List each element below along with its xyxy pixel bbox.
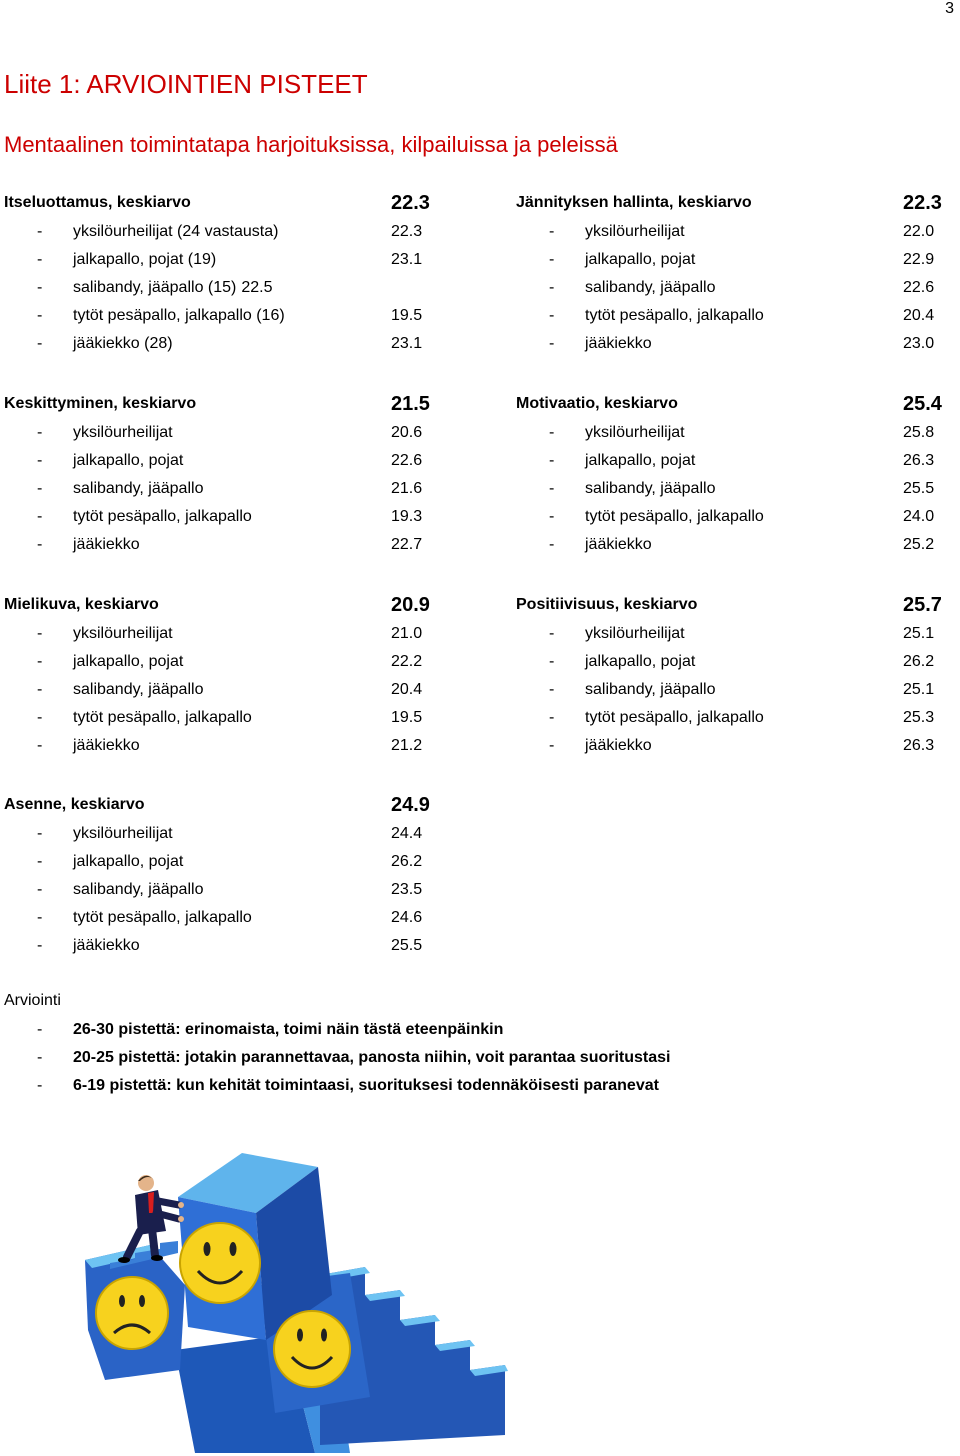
item-value: 25.2 bbox=[903, 536, 935, 553]
page-number: 3 bbox=[945, 0, 954, 17]
tie bbox=[148, 1192, 154, 1213]
smiley-face bbox=[274, 1311, 350, 1387]
item-value: 23.5 bbox=[391, 881, 423, 898]
list-item bbox=[4, 503, 444, 531]
bullet-dash: - bbox=[37, 335, 43, 352]
item-label: salibandy, jääpallo bbox=[73, 480, 204, 497]
item-label-group bbox=[73, 274, 273, 302]
item-label: tytöt pesäpallo, jalkapallo (16) bbox=[73, 307, 285, 324]
section-average: 25.4 bbox=[903, 393, 942, 415]
section-asenne bbox=[4, 790, 444, 960]
section-heading: Keskittyminen, keskiarvo bbox=[4, 395, 197, 412]
bullet-dash: - bbox=[37, 251, 43, 268]
list-item bbox=[4, 330, 444, 358]
bullet-dash: - bbox=[549, 424, 555, 441]
item-label: jalkapallo, pojat bbox=[585, 251, 696, 268]
item-label: tytöt pesäpallo, jalkapallo bbox=[73, 909, 252, 926]
item-label: salibandy, jääpallo bbox=[585, 279, 716, 296]
arm bbox=[158, 1201, 179, 1205]
item-value: 22.2 bbox=[391, 653, 423, 670]
item-value: 26.2 bbox=[903, 653, 935, 670]
section-heading: Itseluottamus, keskiarvo bbox=[4, 194, 191, 211]
item-label: salibandy, jääpallo bbox=[73, 881, 204, 898]
item-label: jääkiekko (28) bbox=[73, 335, 173, 352]
section-motivaatio bbox=[516, 389, 956, 559]
list-item bbox=[4, 1072, 904, 1100]
item-label: tytöt pesäpallo, jalkapallo bbox=[585, 307, 764, 324]
section-itseluottamus bbox=[4, 188, 444, 358]
page-title: Liite 1: ARVIOINTIEN PISTEET bbox=[4, 69, 368, 99]
item-value: 25.5 bbox=[903, 480, 935, 497]
bullet-dash: - bbox=[37, 625, 43, 642]
bullet-dash: - bbox=[549, 223, 555, 240]
list-item bbox=[4, 531, 444, 559]
item-label: jalkapallo, pojat bbox=[585, 653, 696, 670]
item-label: jääkiekko bbox=[585, 536, 652, 553]
item-value: 23.1 bbox=[391, 335, 423, 352]
smiley-eye bbox=[297, 1329, 303, 1342]
bullet-dash: - bbox=[37, 452, 43, 469]
item-value: 19.5 bbox=[391, 307, 423, 324]
section-heading-row bbox=[516, 188, 956, 218]
bullet-dash: - bbox=[549, 737, 555, 754]
list-item bbox=[4, 302, 444, 330]
item-label: jalkapallo, pojat bbox=[73, 653, 184, 670]
bullet-dash: - bbox=[37, 279, 43, 296]
list-item bbox=[516, 732, 956, 760]
list-item bbox=[516, 447, 956, 475]
bullet-dash: - bbox=[549, 480, 555, 497]
bullet-dash: - bbox=[37, 825, 43, 842]
sad-eye bbox=[119, 1295, 125, 1307]
section-heading-row bbox=[4, 590, 444, 620]
sad-face bbox=[96, 1277, 168, 1349]
bullet-dash: - bbox=[37, 223, 43, 240]
shoe bbox=[118, 1257, 130, 1263]
section-keskittyminen bbox=[4, 389, 444, 559]
item-value: 24.6 bbox=[391, 909, 423, 926]
item-value: 22.7 bbox=[391, 536, 423, 553]
bullet-dash: - bbox=[37, 1049, 43, 1066]
section-heading-row bbox=[4, 389, 444, 419]
list-item bbox=[516, 330, 956, 358]
smiley-eye bbox=[321, 1329, 327, 1342]
list-item bbox=[4, 218, 444, 246]
section-average: 25.7 bbox=[903, 594, 942, 616]
item-label: tytöt pesäpallo, jalkapallo bbox=[73, 709, 252, 726]
section-heading-row bbox=[516, 590, 956, 620]
bullet-dash: - bbox=[549, 709, 555, 726]
section-heading-row bbox=[516, 389, 956, 419]
item-label: jalkapallo, pojat bbox=[585, 452, 696, 469]
item-value: 21.0 bbox=[391, 625, 423, 642]
bullet-dash: - bbox=[37, 480, 43, 497]
item-value: 23.0 bbox=[903, 335, 935, 352]
item-value: 25.5 bbox=[391, 937, 423, 954]
section-heading-row bbox=[4, 790, 444, 820]
item-label: yksilöurheilijat bbox=[585, 424, 685, 441]
item-label: jääkiekko bbox=[73, 536, 140, 553]
bullet-dash: - bbox=[37, 1021, 43, 1038]
bullet-dash: - bbox=[37, 307, 43, 324]
item-label: jääkiekko bbox=[73, 937, 140, 954]
section-heading: Positiivisuus, keskiarvo bbox=[516, 596, 698, 613]
list-item bbox=[4, 876, 444, 904]
item-value: 22.3 bbox=[391, 223, 423, 240]
item-value: 20.4 bbox=[903, 307, 935, 324]
item-label: tytöt pesäpallo, jalkapallo bbox=[585, 709, 764, 726]
item-value: 22.5 bbox=[241, 279, 273, 296]
evaluation-item: 6-19 pistettä: kun kehität toimintaasi, suorituksesi todennäköisesti paranevat bbox=[73, 1077, 659, 1094]
section-positiivisuus bbox=[516, 590, 956, 760]
item-value: 25.3 bbox=[903, 709, 935, 726]
bullet-dash: - bbox=[549, 536, 555, 553]
bullet-dash: - bbox=[37, 681, 43, 698]
shoe bbox=[151, 1255, 163, 1261]
hand bbox=[178, 1216, 184, 1222]
list-item bbox=[516, 302, 956, 330]
bullet-dash: - bbox=[37, 909, 43, 926]
list-item bbox=[516, 648, 956, 676]
item-value: 22.6 bbox=[903, 279, 935, 296]
section-average: 20.9 bbox=[391, 594, 430, 616]
section-average: 22.3 bbox=[391, 192, 430, 214]
page-subtitle: Mentaalinen toimintatapa harjoituksissa, kilpailuissa ja peleissä bbox=[4, 132, 618, 157]
item-value: 21.6 bbox=[391, 480, 423, 497]
section-average: 22.3 bbox=[903, 192, 942, 214]
item-label: yksilöurheilijat bbox=[585, 223, 685, 240]
list-item bbox=[4, 447, 444, 475]
item-label: salibandy, jääpallo bbox=[73, 681, 204, 698]
evaluation-section bbox=[4, 986, 904, 1100]
list-item bbox=[516, 475, 956, 503]
section-mielikuva bbox=[4, 590, 444, 760]
list-item bbox=[516, 503, 956, 531]
list-item bbox=[4, 704, 444, 732]
list-item bbox=[4, 419, 444, 447]
list-item bbox=[516, 246, 956, 274]
section-heading-row bbox=[4, 188, 444, 218]
section-heading: Jännityksen hallinta, keskiarvo bbox=[516, 194, 752, 211]
bullet-dash: - bbox=[37, 653, 43, 670]
list-item bbox=[4, 820, 444, 848]
evaluation-heading: Arviointi bbox=[4, 992, 61, 1009]
bullet-dash: - bbox=[37, 1077, 43, 1094]
item-label: yksilöurheilijat bbox=[73, 825, 173, 842]
item-label: salibandy, jääpallo bbox=[585, 480, 716, 497]
bullet-dash: - bbox=[549, 508, 555, 525]
illustration-smiley-blocks bbox=[80, 1135, 510, 1453]
list-item bbox=[4, 732, 444, 760]
item-value: 25.1 bbox=[903, 625, 935, 642]
list-item bbox=[4, 246, 444, 274]
hand bbox=[178, 1202, 184, 1208]
bullet-dash: - bbox=[37, 424, 43, 441]
head bbox=[138, 1175, 154, 1191]
item-value: 22.9 bbox=[903, 251, 935, 268]
bullet-dash: - bbox=[37, 937, 43, 954]
bullet-dash: - bbox=[549, 279, 555, 296]
bullet-dash: - bbox=[549, 681, 555, 698]
item-value: 22.6 bbox=[391, 452, 423, 469]
list-item bbox=[4, 1016, 904, 1044]
item-value: 19.5 bbox=[391, 709, 423, 726]
item-label: tytöt pesäpallo, jalkapallo bbox=[585, 508, 764, 525]
evaluation-item: 20-25 pistettä: jotakin parannettavaa, panosta niihin, voit parantaa suoritustasi bbox=[73, 1049, 671, 1066]
list-item bbox=[4, 648, 444, 676]
item-value: 20.6 bbox=[391, 424, 423, 441]
evaluation-item: 26-30 pistettä: erinomaista, toimi näin tästä eteenpäinkin bbox=[73, 1021, 504, 1038]
item-value: 25.1 bbox=[903, 681, 935, 698]
sad-face-icon bbox=[96, 1277, 168, 1349]
item-label: jalkapallo, pojat bbox=[73, 853, 184, 870]
item-label: salibandy, jääpallo bbox=[585, 681, 716, 698]
list-item bbox=[4, 620, 444, 648]
item-value: 24.4 bbox=[391, 825, 423, 842]
bullet-dash: - bbox=[37, 508, 43, 525]
item-label: tytöt pesäpallo, jalkapallo bbox=[73, 508, 252, 525]
item-value: 26.3 bbox=[903, 737, 935, 754]
item-label: yksilöurheilijat bbox=[73, 625, 173, 642]
smiley-eye bbox=[230, 1242, 237, 1256]
list-item bbox=[516, 620, 956, 648]
section-heading: Asenne, keskiarvo bbox=[4, 796, 145, 813]
bullet-dash: - bbox=[37, 853, 43, 870]
item-label: jalkapallo, pojat bbox=[73, 452, 184, 469]
bullet-dash: - bbox=[549, 452, 555, 469]
bullet-dash: - bbox=[37, 536, 43, 553]
item-label: yksilöurheilijat (24 vastausta) bbox=[73, 223, 279, 240]
item-label: jääkiekko bbox=[585, 335, 652, 352]
list-item bbox=[4, 676, 444, 704]
item-label: jääkiekko bbox=[585, 737, 652, 754]
item-value: 25.8 bbox=[903, 424, 935, 441]
item-value: 20.4 bbox=[391, 681, 423, 698]
smiley-face-icon bbox=[274, 1311, 350, 1387]
item-value: 22.0 bbox=[903, 223, 935, 240]
smiley-face-icon bbox=[180, 1223, 260, 1303]
bullet-dash: - bbox=[37, 709, 43, 726]
item-value: 26.3 bbox=[903, 452, 935, 469]
smiley-face bbox=[180, 1223, 260, 1303]
list-item bbox=[4, 904, 444, 932]
bullet-dash: - bbox=[549, 625, 555, 642]
item-label: salibandy, jääpallo (15) bbox=[73, 279, 237, 296]
smiley-eye bbox=[204, 1242, 211, 1256]
bullet-dash: - bbox=[37, 737, 43, 754]
bullet-dash: - bbox=[549, 653, 555, 670]
list-item bbox=[4, 932, 444, 960]
item-value: 23.1 bbox=[391, 251, 423, 268]
item-label: yksilöurheilijat bbox=[585, 625, 685, 642]
section-heading: Motivaatio, keskiarvo bbox=[516, 395, 678, 412]
list-item bbox=[516, 419, 956, 447]
item-label: yksilöurheilijat bbox=[73, 424, 173, 441]
section-average: 24.9 bbox=[391, 794, 430, 816]
list-item bbox=[516, 676, 956, 704]
bullet-dash: - bbox=[549, 251, 555, 268]
bullet-dash: - bbox=[549, 335, 555, 352]
sad-eye bbox=[139, 1295, 145, 1307]
item-value: 24.0 bbox=[903, 508, 935, 525]
bullet-dash: - bbox=[37, 881, 43, 898]
list-item bbox=[4, 848, 444, 876]
list-item bbox=[4, 475, 444, 503]
list-item bbox=[516, 531, 956, 559]
item-label: jääkiekko bbox=[73, 737, 140, 754]
list-item bbox=[516, 704, 956, 732]
list-item bbox=[4, 1044, 904, 1072]
list-item bbox=[516, 218, 956, 246]
list-item bbox=[4, 274, 444, 302]
bullet-dash: - bbox=[549, 307, 555, 324]
section-jannityksen-hallinta bbox=[516, 188, 956, 358]
section-average: 21.5 bbox=[391, 393, 430, 415]
item-label: jalkapallo, pojat (19) bbox=[73, 251, 217, 268]
item-value: 19.3 bbox=[391, 508, 423, 525]
section-heading: Mielikuva, keskiarvo bbox=[4, 596, 159, 613]
list-item bbox=[516, 274, 956, 302]
item-value: 26.2 bbox=[391, 853, 423, 870]
item-value: 21.2 bbox=[391, 737, 423, 754]
